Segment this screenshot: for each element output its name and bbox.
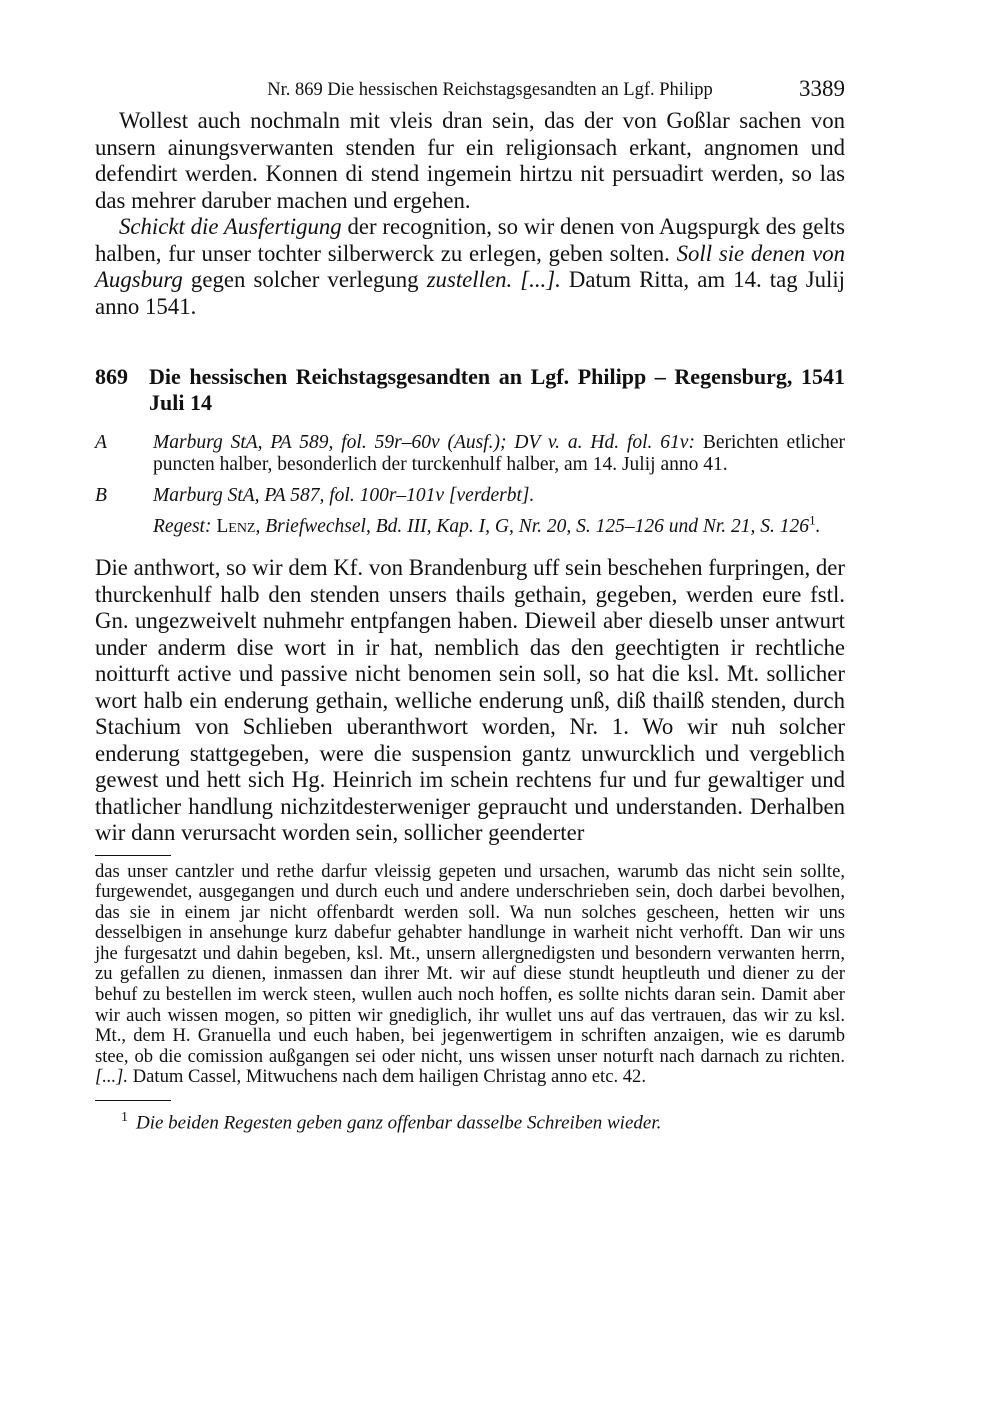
footnote-1 bbox=[95, 1107, 845, 1134]
source-a-archive: Marburg StA, PA 589, fol. 59r–60v (Ausf.); DV v. a. Hd. fol. 61v: bbox=[153, 432, 695, 453]
document-page bbox=[95, 76, 845, 1134]
prev-doc-text-4: gegen solcher verlegung bbox=[182, 267, 427, 292]
source-apparatus bbox=[95, 432, 845, 538]
footnote-rule-2 bbox=[95, 1100, 171, 1101]
document-number: 869 bbox=[95, 364, 128, 389]
main-text: Die anthwort, so wir dem Kf. von Brandenburg uff sein beschehen furpringen, der thurckenhulf halb den stenden unsers thails gethain, gegeben, werden eure fstl. Gn. ungezweivelt nuhmehr entpfangen haben. Dieweil aber dieselb unser antwurt under anderm dise wort in ir hat, nemblich das den geechtigten ir rechtliche noitturft active und passive nicht benomen sein soll, so hat die ksl. Mt. sollicher wort halb ein enderung gethain, welliche enderung unß, diß thailß stenden, durch Stachium von Schlieben uberanthwort worden, Nr. 1. Wo wir nuh solcher enderung stattgegeben, were die suspension gantz unwurcklich und vergeblich gewest und hett sich Hg. Heinrich im schein rechtens fur und fur gewaltiger und thatlicher handlung nichzitdesterweniger gepraucht und understanden. Derhalben wir dann verursacht worden sein, sollicher geenderter bbox=[95, 555, 845, 845]
source-b-siglum: B bbox=[95, 485, 107, 506]
regest-text bbox=[153, 512, 845, 538]
source-a-siglum: A bbox=[95, 432, 107, 453]
source-a bbox=[95, 432, 845, 476]
footnote-number: 1 bbox=[121, 1110, 128, 1126]
continued-note-dating: Datum Cassel, Mitwuchens nach dem hailigen Christag anno etc. 42. bbox=[128, 1066, 647, 1088]
continued-note-ellipsis: [...]. bbox=[95, 1066, 129, 1088]
running-head-title: Nr. 869 Die hessischen Reichstagsgesandten an Lgf. Philipp bbox=[267, 80, 713, 100]
source-b-archive: Marburg StA, PA 587, fol. 100r–101v [verderbt]. bbox=[153, 485, 535, 506]
document-title: Die hessischen Reichstagsgesandten an Lgf. Philipp – Regensburg, 1541 Juli 14 bbox=[149, 364, 845, 415]
prev-doc-text-6: Datum Ritta, am 14. tag Julij anno 1541. bbox=[95, 267, 846, 319]
regest-reference: , Briefwechsel, Bd. III, Kap. I, G, Nr. 20, S. 125–126 und Nr. 21, S. 126 bbox=[255, 516, 810, 537]
page-number: 3389 bbox=[799, 76, 845, 101]
regest-author: Lenz bbox=[216, 516, 256, 537]
source-b bbox=[95, 485, 845, 507]
footnote-reference[interactable]: 1 bbox=[809, 512, 816, 528]
prev-doc-paragraph-1: Wollest auch nochmaln mit vleis dran sein, das der von Goßlar sachen von unsern ainungsverwanten stenden fur ein religionsach erkant, angnomen und defendirt werden. Konnen di stend ingemein hirtzu nit persuadirt werden, so las das mehrer daruber machen und ergehen. bbox=[95, 108, 845, 213]
footnote-text: Die beiden Regesten geben ganz offenbar dasselbe Schreiben wieder. bbox=[136, 1112, 662, 1134]
source-a-description: Berichten etlicher puncten halber, besonderlich der turckenhulf halber, am 14. Julij anno 41. bbox=[153, 432, 845, 475]
regest bbox=[95, 512, 845, 538]
prev-doc-italic-3: Soll sie denen von Augsburg bbox=[95, 240, 845, 292]
continued-note-text: das unser cantzler und rethe darfur vleissig gepeten und ursachen, warumb das nicht sein sollte, furgewendet, ausgegangen und durch euch und andere underschrieben sein, doch darbei bevolhen, das sie in einem jar nicht offenbardt werden soll. Wa nun solches gescheen, hetten wir uns desselbigen in ansehunge kurz dabefur gehabter handlunge in warheit nicht verhofft. Dan wir uns jhe furgesatzt und dahin begeben, ksl. Mt., unsern allergnedigsten und besondern verwanten herrn, zu gefallen zu dienen, inmassen dan ihrer Mt. wir auf diese stundt heuptleuth und diener zu der behuf zu bestellen im werck steen, wullen auch noch hoffen, es sollte nichts daran sein. Damit aber wir auch wissen mogen, so pitten wir gnediglich, ihr wullet uns auf das vertrauen, das wir zu ksl. Mt., dem H. Granuella und euch haben, bei jegenwertigem in schriften anzaigen, wie es darumb stee, ob die comission außgangen sei oder nicht, uns wissen unser noturft nach darnach zu richten. bbox=[95, 860, 845, 1067]
footnote-rule bbox=[95, 855, 171, 856]
prev-doc-italic-5: zustellen. [...]. bbox=[426, 267, 561, 292]
source-a-text bbox=[153, 432, 845, 476]
document-header bbox=[95, 364, 845, 416]
continued-note bbox=[95, 862, 845, 1089]
regest-end: . bbox=[815, 516, 821, 537]
prev-doc-italic-1: Schickt die Ausfertigung bbox=[119, 214, 342, 239]
prev-doc-paragraph-2 bbox=[95, 214, 845, 320]
regest-label: Regest: bbox=[153, 516, 212, 537]
running-head bbox=[95, 76, 845, 108]
prev-doc-text-2: der recognition, so wir denen von Augspurgk des gelts halben, fur unser tochter silberwerck zu erlegen, geben solten. bbox=[95, 214, 845, 266]
